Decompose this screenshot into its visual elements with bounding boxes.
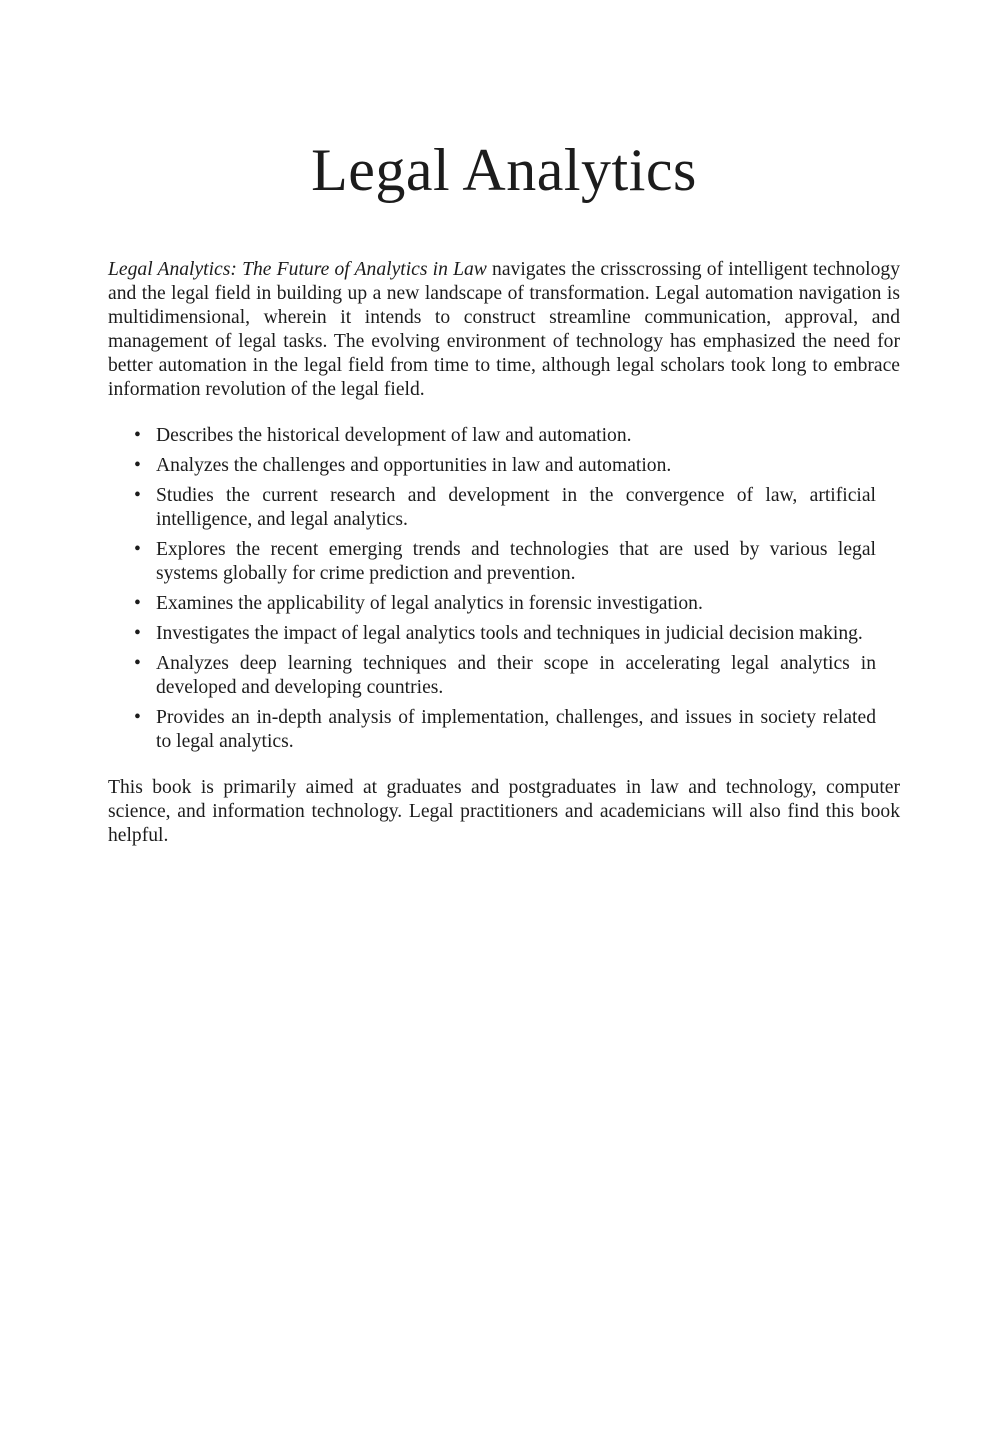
list-item	[134, 592, 876, 616]
list-item-text: Analyzes the challenges and opportunities in law and automation.	[156, 455, 672, 476]
list-item	[134, 424, 876, 448]
closing-paragraph: This book is primarily aimed at graduates and postgraduates in law and technology, computer science, and information technology. Legal practitioners and academicians will also find this book helpful.	[108, 777, 900, 846]
list-item-text: Provides an in-depth analysis of implementation, challenges, and issues in society related to legal analytics.	[156, 707, 876, 752]
list-item	[134, 652, 876, 700]
list-item	[134, 622, 876, 646]
bullet-icon: •	[134, 653, 141, 674]
intro-paragraph	[108, 258, 900, 402]
bullet-icon: •	[134, 593, 141, 614]
bullet-icon: •	[134, 425, 141, 446]
bullet-icon: •	[134, 707, 141, 728]
list-item-text: Studies the current research and development in the convergence of law, artificial intelligence, and legal analytics.	[156, 485, 876, 530]
list-item	[134, 538, 876, 586]
bullet-icon: •	[134, 539, 141, 560]
list-item	[134, 484, 876, 532]
list-item-text: Describes the historical development of law and automation.	[156, 425, 632, 446]
bullet-icon: •	[134, 455, 141, 476]
list-item	[134, 706, 876, 754]
intro-text: navigates the crisscrossing of intelligent technology and the legal field in building up a new landscape of transformation. Legal automation navigation is multidimensional, wherein it intends to construct streamline communication, approval, and management of legal tasks. The evolving environment of technology has emphasized the need for better automation in the legal field from time to time, although legal scholars took long to embrace information revolution of the legal field.	[108, 259, 900, 400]
bullet-icon: •	[134, 623, 141, 644]
list-item-text: Investigates the impact of legal analytics tools and techniques in judicial decision making.	[156, 623, 863, 644]
book-title-italic: Legal Analytics: The Future of Analytics in Law	[108, 259, 487, 280]
page-title: Legal Analytics	[311, 137, 697, 203]
list-item-text: Examines the applicability of legal analytics in forensic investigation.	[156, 593, 703, 614]
list-item-text: Analyzes deep learning techniques and their scope in accelerating legal analytics in developed and developing countries.	[156, 653, 876, 698]
page-content	[108, 258, 900, 848]
bullet-icon: •	[134, 485, 141, 506]
feature-list	[108, 424, 900, 754]
list-item-text: Explores the recent emerging trends and technologies that are used by various legal systems globally for crime prediction and prevention.	[156, 539, 876, 584]
list-item	[134, 454, 876, 478]
